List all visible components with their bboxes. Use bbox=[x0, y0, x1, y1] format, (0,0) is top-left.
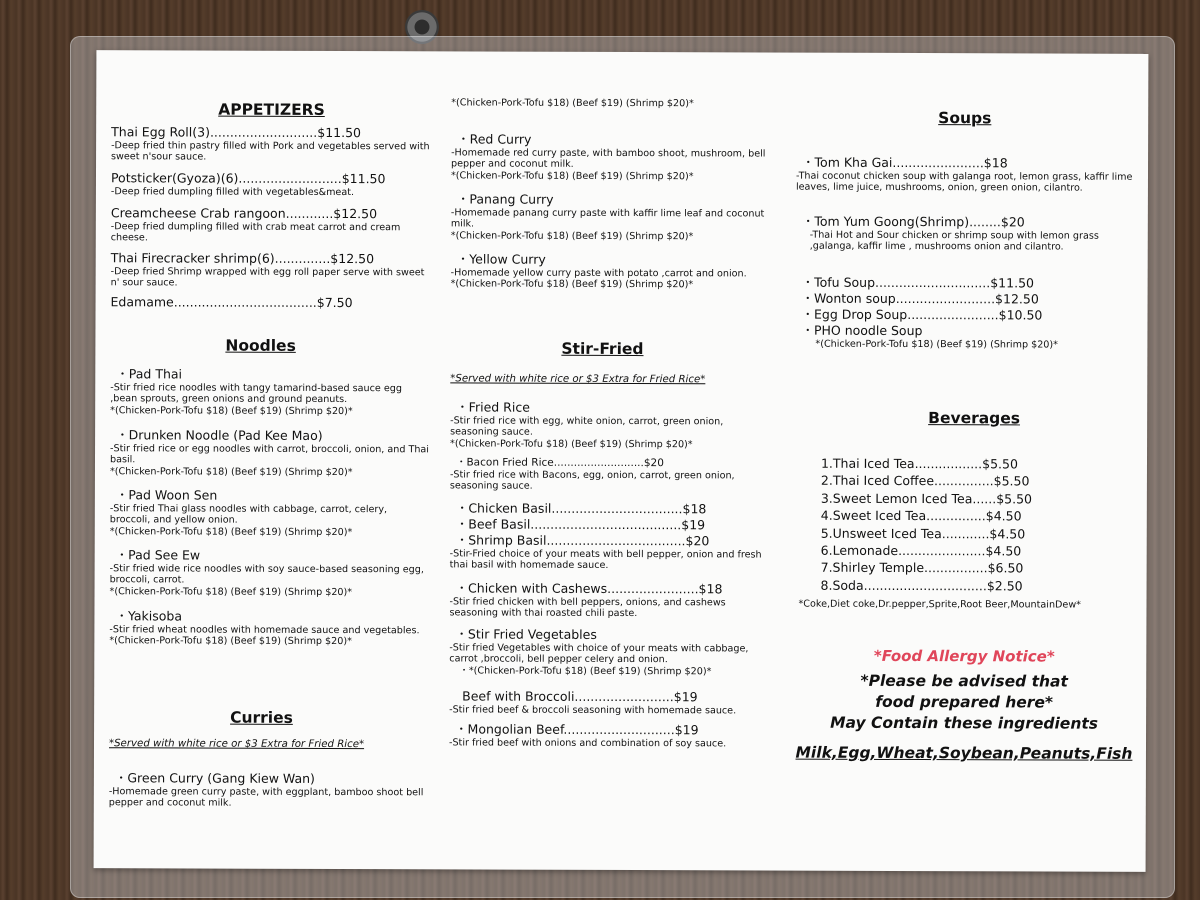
stir-fried-beef-broccoli: Beef with Broccoli.........................$19 -Stir fried beef & broccoli seasoning with homemade sauce. bbox=[449, 688, 737, 717]
beverage-item: 3.Sweet Lemon Iced Tea......$5.50 bbox=[820, 490, 1033, 507]
appetizer-edamame: Edamame....................................$7.50 bbox=[110, 294, 353, 311]
stir-fried-fried-rice: ・Fried Rice -Stir fried rice with egg, white onion, carrot, green onion, seasoning sauce. *(Chicken-Pork-Tofu $18) (Beef $19) (Shrimp $20)* bbox=[450, 399, 724, 450]
appetizer-potsticker: Potsticker(Gyoza)(6)..........................$11.50 -Deep fried dumpling filled with vegetables&meat. bbox=[110, 170, 386, 199]
menu-sheet bbox=[94, 50, 1149, 872]
soup-wonton: ・Wonton soup.........................$12.50 bbox=[801, 290, 1039, 307]
soup-tofu: ・Tofu Soup.............................$11.50 bbox=[801, 274, 1035, 291]
soup-pho: ・PHO noodle Soup bbox=[801, 322, 923, 339]
stir-fried-mongolian-beef: ・Mongolian Beef............................$19 -Stir fried beef with onions and combination of soy sauce. bbox=[448, 721, 727, 750]
noodle-yakisoba: ・Yakisoba -Stir fried wheat noodles with homemade sauce and vegetables. *(Chicken-Pork-Tofu $18) (Beef $19) (Shrimp $20)* bbox=[109, 608, 420, 648]
beverage-list bbox=[821, 455, 1161, 595]
beverage-item: 1.Thai Iced Tea.................$5.50 bbox=[820, 455, 1018, 472]
stir-fried-bacon-fried-rice: ・Bacon Fried Rice...........................$20 -Stir fried rice with Bacons, egg, onion, carrot, green onion, seasoning sauce. bbox=[449, 456, 735, 492]
soup-egg-drop: ・Egg Drop Soup.......................$10.50 bbox=[801, 306, 1043, 323]
beverage-item: 5.Unsweet Iced Tea............$4.50 bbox=[820, 525, 1026, 542]
noodle-pad-woon-sen: ・Pad Woon Sen -Stir fried Thai glass noodles with cabbage, carrot, celery, broccoli, and yellow onion. *(Chicken-Pork-Tofu $18) (Beef $19) (Shrimp $20)* bbox=[109, 487, 388, 538]
curry-panang: ・Panang Curry -Homemade panang curry paste with kaffir lime leaf and coconut milk. *(Chicken-Pork-Tofu $18) (Beef $19) (Shrimp $20)* bbox=[450, 191, 765, 242]
noodle-drunken-noodle: ・Drunken Noodle (Pad Kee Mao) -Stir fried rice or egg noodles with carrot, broccoli, onion, and Thai basil. *(Chicken-Pork-Tofu $18) (Beef $19) (Shrimp $20)* bbox=[109, 427, 430, 478]
stir-fried-chicken-cashews: ・Chicken with Cashews.......................$18 -Stir fried chicken with bell peppers, onions, and cashews seasoning with thai roasted chili paste. bbox=[449, 580, 726, 620]
allergen-list: Milk,Egg,Wheat,Soybean,Peanuts,Fish bbox=[795, 743, 1133, 763]
noodle-pad-see-ew: ・Pad See Ew -Stir fried wide rice noodles with soy sauce-based seasoning egg, broccoli, carrot. *(Chicken-Pork-Tofu $18) (Beef $19) (Shrimp $20)* bbox=[109, 547, 424, 598]
allergy-title: *Food Allergy Notice* bbox=[873, 646, 1055, 666]
beverage-item: 4.Sweet Iced Tea...............$4.50 bbox=[820, 507, 1022, 524]
soup-tom-yum-goong: ・Tom Yum Goong(Shrimp)........$20 -Thai Hot and Sour chicken or shrimp soup with lemon grass ,galanga, kaffir lime , mushrooms onion and cilantro. bbox=[801, 213, 1099, 253]
chicken-basil: ・Chicken Basil.................................$18 bbox=[455, 500, 707, 517]
noodles-heading: Noodles bbox=[225, 336, 296, 355]
food-allergy-notice bbox=[794, 646, 1134, 763]
appetizers-heading: APPETIZERS bbox=[218, 100, 325, 119]
soup-list bbox=[795, 275, 1135, 352]
noodle-pad-thai: ・Pad Thai -Stir fried rice noodles with tangy tamarind-based sauce egg ,bean sprouts, green onions and ground peanuts. *(Chicken-Pork-Tofu $18) (Beef $19) (Shrimp $20)* bbox=[110, 366, 402, 417]
stir-fried-heading: Stir-Fried bbox=[561, 339, 644, 359]
allergy-line-1: *Please be advised that bbox=[860, 671, 1068, 691]
shrimp-basil: ・Shrimp Basil...................................$20 bbox=[455, 532, 710, 549]
menu-column-right bbox=[795, 53, 1136, 763]
allergy-line-3: May Contain these ingredients bbox=[830, 713, 1099, 733]
beverage-item: 6.Lemonade......................$4.50 bbox=[820, 542, 1022, 559]
menu-column-left bbox=[108, 50, 431, 809]
curries-heading: Curries bbox=[230, 708, 293, 727]
curry-yellow: ・Yellow Curry -Homemade yellow curry paste with potato ,carrot and onion. *(Chicken-Pork-Tofu $18) (Beef $19) (Shrimp $20)* bbox=[450, 251, 747, 291]
green-curry-prices: *(Chicken-Pork-Tofu $18) (Beef $19) (Shrimp $20)* bbox=[451, 97, 694, 110]
allergy-line-2: food prepared here* bbox=[875, 692, 1054, 712]
appetizer-thai-egg-roll: Thai Egg Roll(3)...........................$11.50 -Deep fried thin pastry filled with Pork and vegetables served with sweet n'sour sauce. bbox=[111, 124, 430, 163]
curries-rice-note: *Served with white rice or $3 Extra for Fried Rice* bbox=[108, 738, 365, 751]
basil-description: -Stir-Fried choice of your meats with bell pepper, onion and fresh thai basil with homemade sauce. bbox=[449, 548, 762, 572]
beverage-item: 2.Thai Iced Coffee...............$5.50 bbox=[820, 473, 1030, 489]
stir-fried-basil-group bbox=[450, 500, 770, 572]
beef-basil: ・Beef Basil......................................$19 bbox=[455, 516, 706, 533]
stir-fried-vegetables: ・Stir Fried Vegetables -Stir fried Vegetables with choice of your meats with cabbage, carrot ,broccoli, bell pepper celery and onion. ・*(Chicken-Pork-Tofu $18) (Beef $19) (Shrimp $20)* bbox=[449, 626, 749, 677]
beverage-item: 8.Soda...............................$2.50 bbox=[820, 577, 1023, 594]
soups-heading: Soups bbox=[938, 109, 992, 128]
appetizer-crab-rangoon: Creamcheese Crab rangoon............$12.50 -Deep fried dumpling filled with crab meat carrot and cream cheese. bbox=[110, 205, 401, 244]
curry-green: ・Green Curry (Gang Kiew Wan) -Homemade green curry paste, with eggplant, bamboo shoot bell pepper and coconut milk. bbox=[108, 770, 424, 809]
appetizer-firecracker-shrimp: Thai Firecracker shrimp(6)..............$12.50 -Deep fried Shrimp wrapped with egg roll paper serve with sweet n' sour sauce. bbox=[110, 250, 425, 289]
soup-pho-prices: *(Chicken-Pork-Tofu $18) (Beef $19) (Shrimp $20)* bbox=[815, 338, 1058, 351]
beverage-item: 7.Shirley Temple................$6.50 bbox=[820, 560, 1024, 576]
soda-options-note: *Coke,Diet coke,Dr.pepper,Sprite,Root Beer,MountainDew* bbox=[798, 598, 1082, 611]
soup-tom-kha-gai: ・Tom Kha Gai.......................$18 -Thai coconut chicken soup with galanga root, lemon grass, kaffir lime leaves, lime juice, mushrooms, onion, green onion, cilantro. bbox=[795, 154, 1133, 194]
menu-column-middle bbox=[448, 51, 771, 750]
curry-red: ・Red Curry -Homemade red curry paste, with bamboo shoot, mushroom, bell pepper and coconut milk. *(Chicken-Pork-Tofu $18) (Beef $19) (Shrimp $20)* bbox=[450, 131, 766, 182]
beverages-heading: Beverages bbox=[928, 409, 1021, 428]
stir-fried-rice-note: *Served with white rice or $3 Extra for Fried Rice* bbox=[450, 373, 706, 386]
